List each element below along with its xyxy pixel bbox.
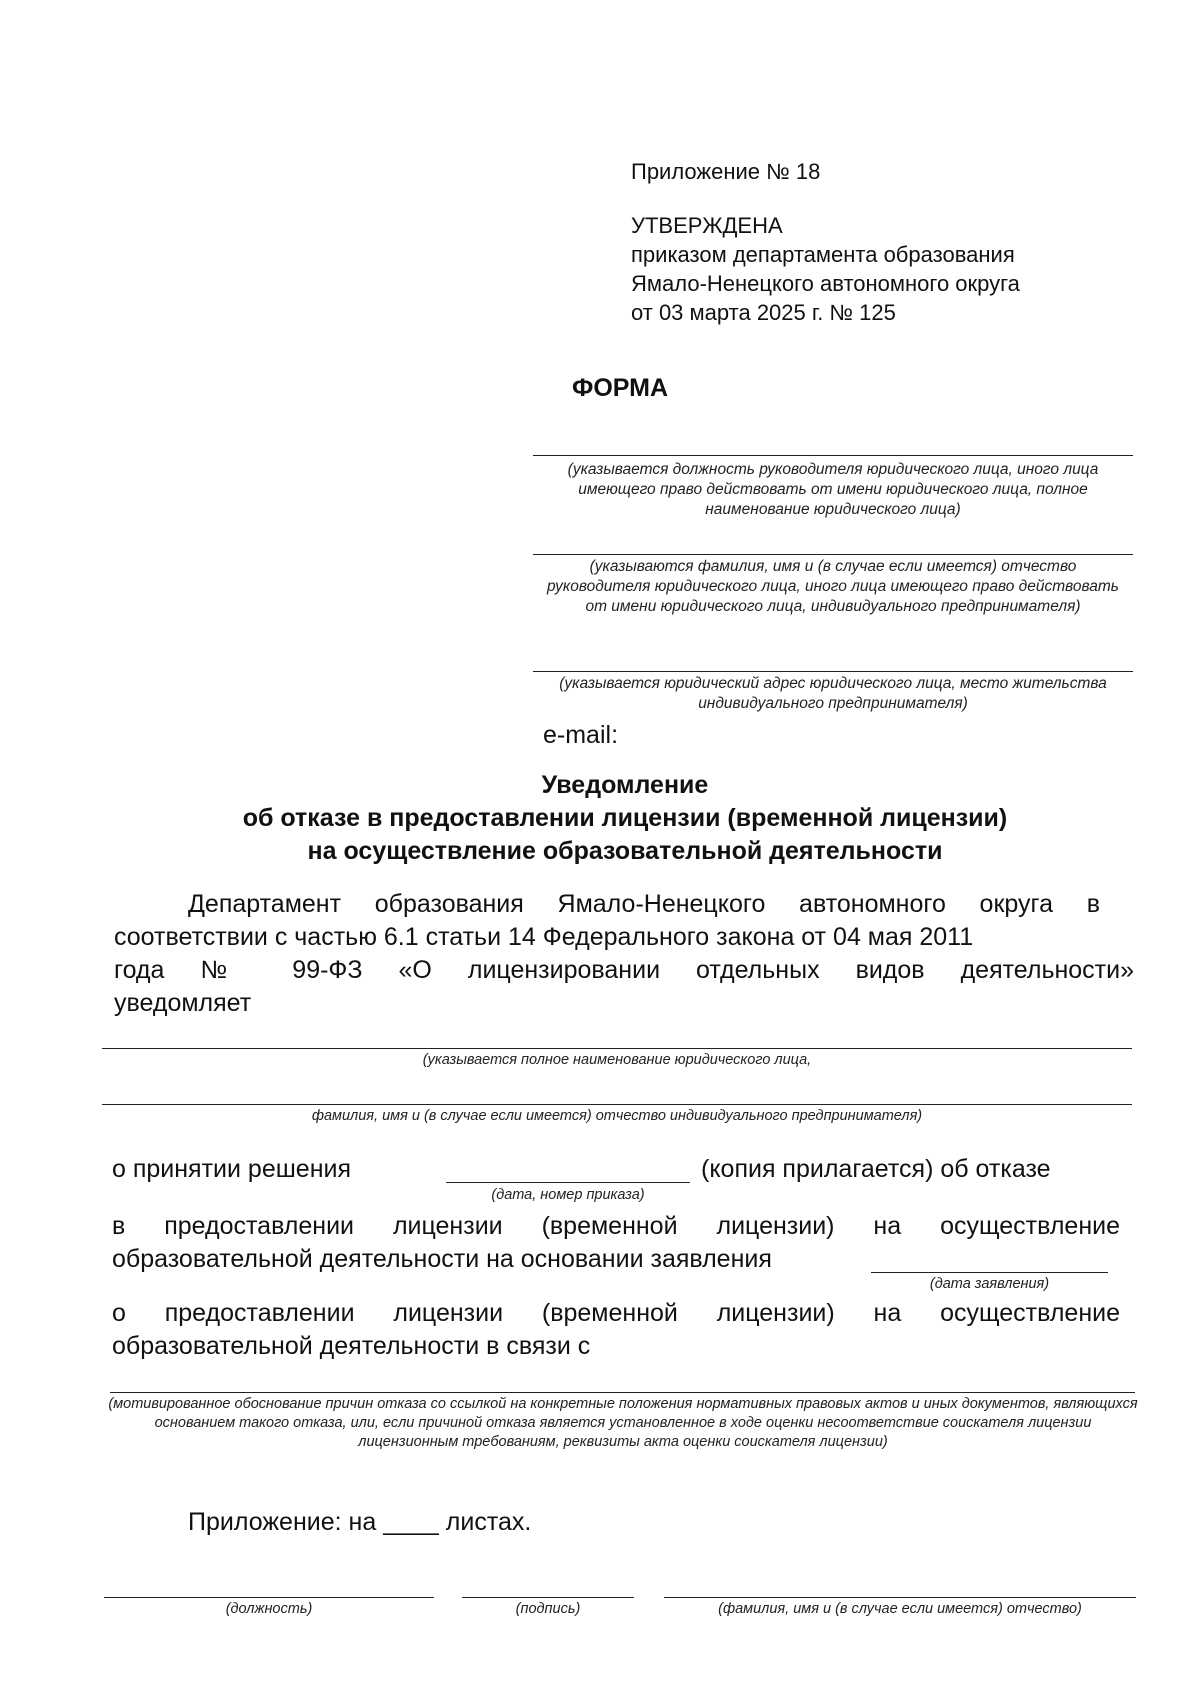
signature-sign-line (462, 1597, 634, 1598)
decision-suffix: (копия прилагается) об отказе (701, 1155, 1051, 1183)
email-label: e-mail: (543, 721, 619, 749)
title-line-1: Уведомление (541, 771, 709, 799)
para1-line-2: соответствии с частью 6.1 статьи 14 Федерального закона от 04 мая 2011 (114, 923, 974, 951)
form-label: ФОРМА (572, 374, 669, 402)
addressee-position-line (533, 455, 1133, 456)
application-date-hint: (дата заявления) (929, 1276, 1050, 1292)
addressee-name-hint: (указываются фамилия, имя и (в случае если имеется) отчество руководителя юридического лица, иного лица имеющего право действовать от имени юридического лица, индивидуального предпринимателя) (547, 558, 1119, 615)
approved-by-line-1: приказом департамента образования (631, 242, 1015, 267)
order-line (446, 1182, 690, 1183)
appendix-number: Приложение № 18 (631, 159, 821, 184)
para1-line-3: года № 99-ФЗ «О лицензировании отдельных видов деятельности» (114, 956, 1134, 984)
approved-by-line-2: Ямало-Ненецкого автономного округа (631, 271, 1020, 296)
approved-date: от 03 марта 2025 г. № 125 (631, 300, 896, 325)
para1-line-1: Департамент образования Ямало-Ненецкого автономного округа в (188, 890, 1100, 918)
addressee-position-hint: (указывается должность руководителя юридического лица, иного лица имеющего право действовать от имени юридического лица, полное наименование юридического лица) (567, 461, 1099, 518)
attachment-blank: ____ (383, 1508, 439, 1536)
signature-name-line (664, 1597, 1136, 1598)
para3-line-2: образовательной деятельности в связи с (112, 1332, 591, 1360)
decision-prefix: о принятии решения (112, 1155, 352, 1183)
reason-line (110, 1392, 1135, 1393)
application-date-line (871, 1272, 1108, 1273)
para2-line-1: в предоставлении лицензии (временной лицензии) на осуществление (112, 1212, 1120, 1240)
ip-name-line (102, 1104, 1132, 1105)
para2-line-2: образовательной деятельности на основании заявления (112, 1245, 772, 1273)
addressee-name-line (533, 554, 1133, 555)
org-name-hint: (указывается полное наименование юридического лица, (422, 1052, 812, 1068)
reason-hint: (мотивированное обоснование причин отказа со ссылкой на конкретные положения нормативных правовых актов и иных документов, являющихся основанием такого отказа, или, если причиной отказа является установленное в ходе оценки несоответствие соискателя лицензии лицензионным требованиям, реквизиты акта оценки соискателя лицензии) (108, 1396, 1138, 1450)
title-line-2: об отказе в предоставлении лицензии (временной лицензии) (242, 804, 1008, 832)
signature-position-hint: (должность) (225, 1601, 313, 1617)
signature-sign-hint: (подпись) (515, 1601, 581, 1617)
signature-position-line (104, 1597, 434, 1598)
org-name-line (102, 1048, 1132, 1049)
para3-line-1: о предоставлении лицензии (временной лицензии) на осуществление (112, 1299, 1120, 1327)
title-line-3: на осуществление образовательной деятельности (307, 837, 943, 865)
para1-line-4: уведомляет (114, 989, 252, 1017)
addressee-address-hint: (указывается юридический адрес юридического лица, место жительства индивидуального предпринимателя) (559, 675, 1107, 712)
addressee-address-line (533, 671, 1133, 672)
attachment-suffix: листах. (445, 1508, 532, 1536)
approved-label: УТВЕРЖДЕНА (631, 213, 783, 238)
ip-name-hint: фамилия, имя и (в случае если имеется) отчество индивидуального предпринимателя) (311, 1108, 923, 1124)
attachment-line (188, 1506, 531, 1539)
order-hint: (дата, номер приказа) (491, 1187, 645, 1203)
attachment-prefix: Приложение: на (188, 1508, 377, 1536)
signature-name-hint: (фамилия, имя и (в случае если имеется) отчество) (718, 1601, 1082, 1617)
